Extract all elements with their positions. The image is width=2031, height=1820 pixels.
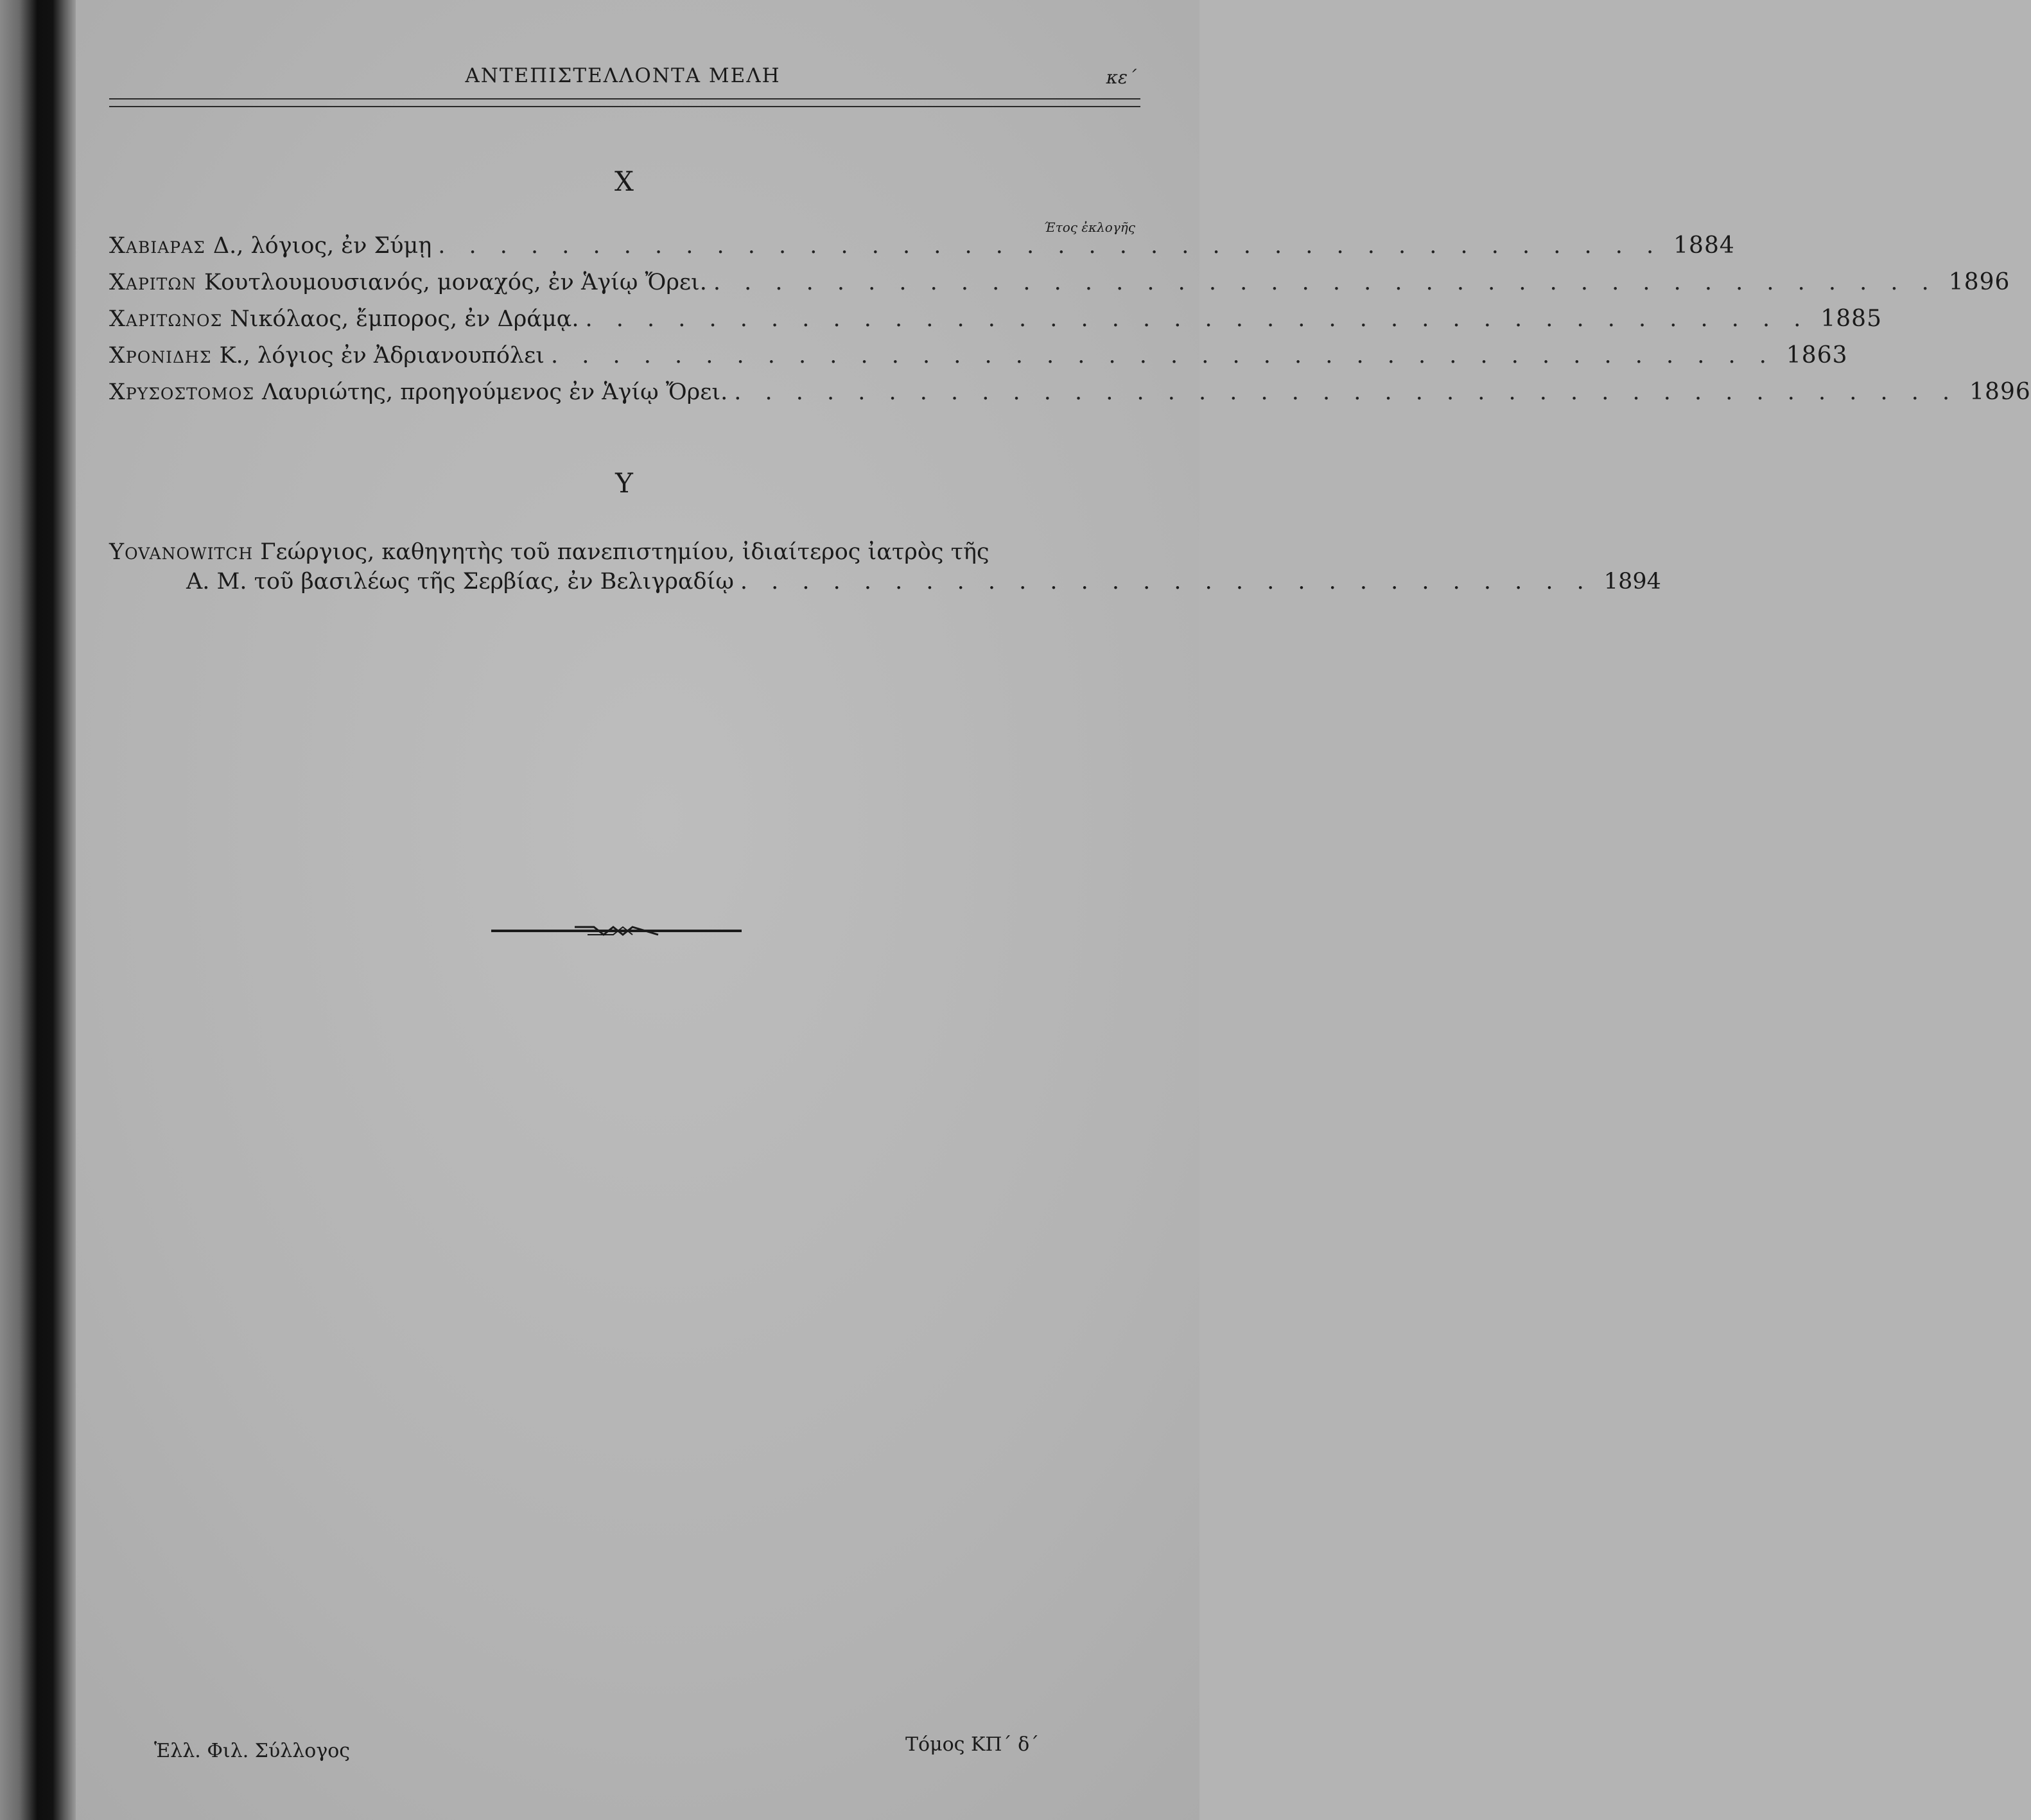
entry-surname: Yovanowitch <box>109 539 254 565</box>
entry-row <box>109 306 1882 339</box>
entry-first-line <box>109 539 1140 565</box>
column-header-year: Έτος ἐκλογῆς <box>1043 220 1135 235</box>
running-title: ΑΝΤΕΠΙΣΤΕΛΛΟΝΤΑ ΜΕΛΗ <box>465 64 781 87</box>
entry-row <box>109 232 1735 266</box>
entry-description: Γεώργιος, καθηγητὴς τοῦ πανεπιστημίου, ἰδιαίτερος ἰατρὸς τῆς <box>260 539 989 565</box>
entry-year: 1885 <box>1820 306 1882 332</box>
entry-row <box>109 269 2010 302</box>
entry-surname: Χαριτωνος <box>109 306 223 332</box>
page-number: κε΄ <box>1106 67 1137 88</box>
entry-year: 1863 <box>1786 342 1848 368</box>
entry-year: 1896 <box>1969 379 2031 405</box>
entry-year: 1896 <box>1948 269 2010 295</box>
entry-description: Κουτλουμουσιανός, μοναχός, ἐν Ἁγίῳ Ὄρει. <box>204 270 707 295</box>
entry-surname: Χρυσοστομος <box>109 379 255 405</box>
entry-description: Λαυριώτης, προηγούμενος ἐν Ἁγίῳ Ὄρει. <box>262 379 728 405</box>
entry-description: Νικόλαος, ἔμπορος, ἐν Δράμᾳ. <box>230 306 579 332</box>
dot-leader: . . . . . . . . . . . . . . . . . . . . . . . . . . . . . . . . . . . . . . . . <box>734 379 1958 405</box>
entry-two-line <box>109 539 1661 594</box>
entry-surname: Χαβιαρας <box>109 233 205 259</box>
footer-volume: Τόμος ΚΠ΄ δ΄ <box>905 1733 1040 1756</box>
dot-leader: . . . . . . . . . . . . . . . . . . . . . . . . . . . . . . . . . . . . . . . . <box>585 306 1809 332</box>
dot-leader: . . . . . . . . . . . . . . . . . . . . . . . . . . . . . . . . . . . . . . . . <box>550 343 1775 368</box>
entry-surname: Χρονιδης <box>109 343 212 368</box>
entry-description-continued: Α. Μ. τοῦ βασιλέως τῆς Σερβίας, ἐν Βελιγραδίῳ <box>186 569 734 594</box>
footer-publisher: Ἑλλ. Φιλ. Σύλλογος <box>154 1740 351 1762</box>
section-letter-chi: Χ <box>615 166 635 197</box>
entry-second-line <box>186 569 1661 594</box>
entry-row <box>109 379 2031 412</box>
header-double-rule <box>109 98 1140 107</box>
dot-leader: . . . . . . . . . . . . . . . . . . . . . . . . . . . . . . . . . . . . . . . . <box>438 233 1662 259</box>
running-head <box>109 62 1137 94</box>
section-letter-upsilon: Υ <box>615 467 634 499</box>
entry-year: 1894 <box>1603 569 1661 594</box>
entry-surname: Χαριτων <box>109 270 196 295</box>
book-spine-shadow <box>0 0 76 1820</box>
entry-row <box>109 342 1848 376</box>
entry-description: Δ., λόγιος, ἐν Σύμῃ <box>213 233 432 259</box>
decorative-ornament <box>491 918 742 944</box>
dot-leader: . . . . . . . . . . . . . . . . . . . . . . . . . . . . <box>740 569 1592 594</box>
entry-year: 1884 <box>1673 232 1735 259</box>
entry-description: Κ., λόγιος ἐν Ἀδριανουπόλει <box>219 343 545 368</box>
dot-leader: . . . . . . . . . . . . . . . . . . . . . . . . . . . . . . . . . . . . . . . . <box>713 270 1937 295</box>
